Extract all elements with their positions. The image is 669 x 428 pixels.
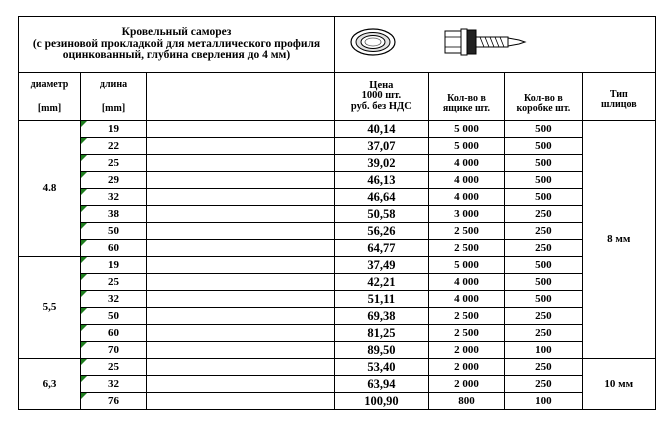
header-carton-line2: коробке шт. [516,102,571,114]
carton-qty-cell: 250 [505,359,582,376]
length-cell [81,359,147,376]
length-value: 76 [108,394,119,407]
comment-marker-icon [81,325,87,331]
price-cell: 89,50 [335,342,429,359]
price-cell: 40,14 [335,121,429,138]
table-row [19,121,656,138]
box-qty-cell: 5 000 [428,138,504,155]
table-row [19,325,656,342]
rubber-washer-icon [351,29,395,55]
length-cell [81,240,147,257]
table-row [19,359,656,376]
length-value: 25 [108,156,119,169]
table-row [19,223,656,240]
carton-qty-cell: 500 [505,189,582,206]
blank-cell [147,223,335,240]
blank-cell [147,325,335,342]
blank-cell [147,138,335,155]
length-cell [81,206,147,223]
diameter-cell: 6,3 [19,359,81,410]
table-row [19,240,656,257]
price-cell: 100,90 [335,393,429,410]
diameter-cell: 4.8 [19,121,81,257]
blank-cell [147,206,335,223]
price-table [18,16,656,410]
comment-marker-icon [81,138,87,144]
carton-qty-cell: 500 [505,274,582,291]
diameter-cell: 5,5 [19,257,81,359]
title-line-1: Кровельный саморез [121,26,232,39]
comment-marker-icon [81,308,87,314]
blank-cell [147,189,335,206]
box-qty-cell: 2 000 [428,376,504,393]
comment-marker-icon [81,121,87,127]
blank-cell [147,308,335,325]
comment-marker-icon [81,240,87,246]
length-value: 60 [108,326,119,339]
table-row [19,172,656,189]
roofing-screw-icon [445,29,525,55]
length-cell [81,257,147,274]
header-price [335,73,429,121]
price-cell: 37,07 [335,138,429,155]
length-value: 32 [108,292,119,305]
table-row [19,189,656,206]
slot-type-cell: 8 мм [582,121,655,359]
header-slot-line1: Тип [609,88,628,100]
length-value: 22 [108,139,119,152]
header-box-qty [428,73,504,121]
length-cell [81,376,147,393]
length-cell [81,189,147,206]
length-value: 25 [108,275,119,288]
length-cell [81,393,147,410]
price-cell: 42,21 [335,274,429,291]
comment-marker-icon [81,257,87,263]
carton-qty-cell: 500 [505,257,582,274]
carton-qty-cell: 250 [505,240,582,257]
length-value: 50 [108,224,119,237]
carton-qty-cell: 500 [505,121,582,138]
table-row [19,206,656,223]
comment-marker-icon [81,393,87,399]
length-value: 29 [108,173,119,186]
header-diameter-unit: [mm] [37,102,62,114]
carton-qty-cell: 250 [505,223,582,240]
header-price-line3: руб. без НДС [350,100,412,112]
length-value: 60 [108,241,119,254]
table-row [19,393,656,410]
length-value: 38 [108,207,119,220]
header-carton-qty [505,73,582,121]
product-image [335,17,655,69]
box-qty-cell: 800 [428,393,504,410]
header-box-line1: Кол-во в [447,92,486,104]
blank-cell [147,240,335,257]
table-row [19,257,656,274]
comment-marker-icon [81,359,87,365]
box-qty-cell: 4 000 [428,274,504,291]
box-qty-cell: 2 500 [428,223,504,240]
blank-cell [147,121,335,138]
carton-qty-cell: 100 [505,393,582,410]
blank-cell [147,393,335,410]
carton-qty-cell: 250 [505,325,582,342]
carton-qty-cell: 250 [505,308,582,325]
table-row [19,342,656,359]
length-value: 50 [108,309,119,322]
box-qty-cell: 2 000 [428,342,504,359]
carton-qty-cell: 500 [505,172,582,189]
box-qty-cell: 4 000 [428,155,504,172]
box-qty-cell: 2 500 [428,240,504,257]
box-qty-cell: 2 000 [428,359,504,376]
product-title [19,17,335,73]
carton-qty-cell: 250 [505,376,582,393]
length-cell [81,291,147,308]
length-cell [81,155,147,172]
header-diameter-label: диаметр [30,78,69,90]
header-length-label: длина [99,78,128,90]
price-cell: 69,38 [335,308,429,325]
header-carton-line1: Кол-во в [523,92,563,104]
carton-qty-cell: 100 [505,342,582,359]
header-length [81,73,147,121]
comment-marker-icon [81,291,87,297]
length-value: 70 [108,343,119,356]
comment-marker-icon [81,342,87,348]
product-image-cell [335,17,656,73]
comment-marker-icon [81,172,87,178]
price-cell: 56,26 [335,223,429,240]
header-length-unit: [mm] [101,102,126,114]
blank-cell [147,172,335,189]
table-row [19,376,656,393]
length-value: 19 [108,122,119,135]
length-cell [81,121,147,138]
header-price-line2: 1000 шт. [361,90,402,102]
box-qty-cell: 5 000 [428,121,504,138]
length-cell [81,138,147,155]
length-cell [81,342,147,359]
price-cell: 81,25 [335,325,429,342]
length-value: 32 [108,377,119,390]
title-line-3: оцинкованный, глубина сверления до 4 мм) [62,49,291,62]
box-qty-cell: 2 500 [428,325,504,342]
comment-marker-icon [81,376,87,382]
carton-qty-cell: 500 [505,155,582,172]
blank-cell [147,376,335,393]
length-cell [81,274,147,291]
header-box-line2: ящике шт. [442,102,491,114]
box-qty-cell: 5 000 [428,257,504,274]
header-price-line1: Цена [369,79,394,91]
header-slot-type [582,73,655,121]
price-cell: 46,64 [335,189,429,206]
blank-cell [147,274,335,291]
header-diameter [19,73,81,121]
comment-marker-icon [81,155,87,161]
length-cell [81,308,147,325]
slot-type-cell: 10 мм [582,359,655,410]
length-value: 19 [108,258,119,271]
price-cell: 53,40 [335,359,429,376]
comment-marker-icon [81,189,87,195]
price-cell: 64,77 [335,240,429,257]
box-qty-cell: 4 000 [428,189,504,206]
title-line-2: (с резиновой прокладкой для металлического профиля [32,37,321,50]
box-qty-cell: 4 000 [428,172,504,189]
box-qty-cell: 3 000 [428,206,504,223]
length-value: 32 [108,190,119,203]
comment-marker-icon [81,206,87,212]
blank-cell [147,342,335,359]
blank-cell [147,291,335,308]
carton-qty-cell: 250 [505,206,582,223]
comment-marker-icon [81,274,87,280]
blank-cell [147,359,335,376]
table-row [19,274,656,291]
price-cell: 39,02 [335,155,429,172]
price-cell: 50,58 [335,206,429,223]
box-qty-cell: 4 000 [428,291,504,308]
length-cell [81,325,147,342]
table-row [19,291,656,308]
length-cell [81,172,147,189]
header-slot-line2: шлицов [600,98,637,110]
table-row [19,308,656,325]
carton-qty-cell: 500 [505,138,582,155]
length-cell [81,223,147,240]
length-value: 25 [108,360,119,373]
price-cell: 51,11 [335,291,429,308]
header-blank [147,73,335,121]
price-cell: 63,94 [335,376,429,393]
blank-cell [147,257,335,274]
price-cell: 46,13 [335,172,429,189]
table-row [19,138,656,155]
carton-qty-cell: 500 [505,291,582,308]
table-row [19,155,656,172]
box-qty-cell: 2 500 [428,308,504,325]
comment-marker-icon [81,223,87,229]
blank-cell [147,155,335,172]
price-cell: 37,49 [335,257,429,274]
